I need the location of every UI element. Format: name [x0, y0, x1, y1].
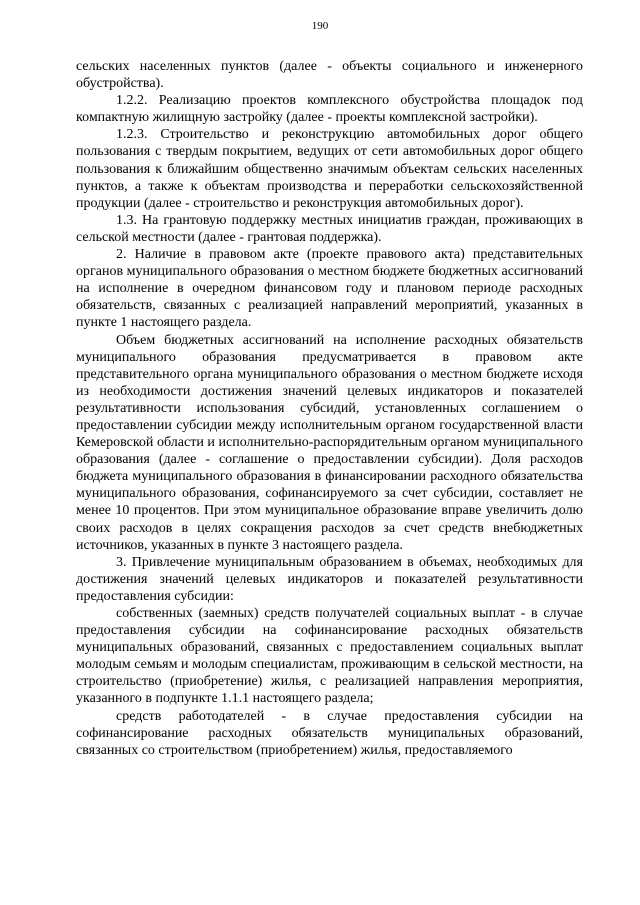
paragraph-2: 2. Наличие в правовом акте (проекте правового акта) представительных органов муниципального образования о местном бюджете бюджетных ассигнований на исполнение в очередном финансовом году и плановом периоде расходных обязательств, связанных с реализацией направлений мероприятий, указанных в пункте 1 настоящего раздела.: [76, 247, 583, 331]
paragraph-1-2-2: 1.2.2. Реализацию проектов комплексного обустройства площадок под компактную жилищную застройку (далее - проекты комплексной застройки).: [76, 93, 583, 126]
paragraph-continuation: сельских населенных пунктов (далее - объекты социального и инженерного обустройства).: [76, 59, 583, 92]
paragraph-3: 3. Привлечение муниципальным образованием в объемах, необходимых для достижения значений целевых индикаторов и показателей результативности предоставления субсидии:: [76, 554, 583, 604]
paragraph-1-3: 1.3. На грантовую поддержку местных инициатив граждан, проживающих в сельской местности (далее - грантовая поддержка).: [76, 212, 583, 245]
page-number: 190: [311, 20, 329, 32]
paragraph-own-funds: собственных (заемных) средств получателей социальных выплат - в случае предоставления субсидии на софинансирование расходных обязательств муниципальных образований, связанных с предоставлением социальных выплат молодым семьям и молодым специалистам, проживающим в сельской местности, на строительство (приобретение) жилья, с реализацией направления мероприятия, указанного в подпункте 1.1.1 настоящего раздела;: [76, 606, 583, 707]
document-body: [76, 58, 583, 759]
paragraph-employer-funds: средств работодателей - в случае предоставления субсидии на софинансирование расходных обязательств муниципальных образований, связанных со строительством (приобретением) жилья, предоставляемого: [76, 708, 583, 758]
paragraph-1-2-3: 1.2.3. Строительство и реконструкцию автомобильных дорог общего пользования с твердым покрытием, ведущих от сети автомобильных дорог общего пользования к ближайшим общественно значимым объектам сельских населенных пунктов, а также к объектам производства и переработки сельскохозяйственной продукции (далее - строительство и реконструкция автомобильных дорог).: [76, 127, 583, 211]
paragraph-budget-volume: Объем бюджетных ассигнований на исполнение расходных обязательств муниципального образования предусматривается в правовом акте представительного органа муниципального образования о местном бюджете исходя из необходимости достижения значений целевых индикаторов и показателей результативности использования субсидий, установленных соглашением о предоставлении субсидии между исполнительным органом государственной власти Кемеровской области и исполнительно-распорядительным органом муниципального образования (далее - соглашение о предоставлении субсидии). Доля расходов бюджета муниципального образования в финансировании расходного обязательства муниципального образования, софинансируемого за счет субсидии, составляет не менее 10 процентов. При этом муниципальное образование вправе увеличить долю своих расходов в целях сокращения расходов за счет средств внебюджетных источников, указанных в пункте 3 настоящего раздела.: [76, 332, 583, 553]
